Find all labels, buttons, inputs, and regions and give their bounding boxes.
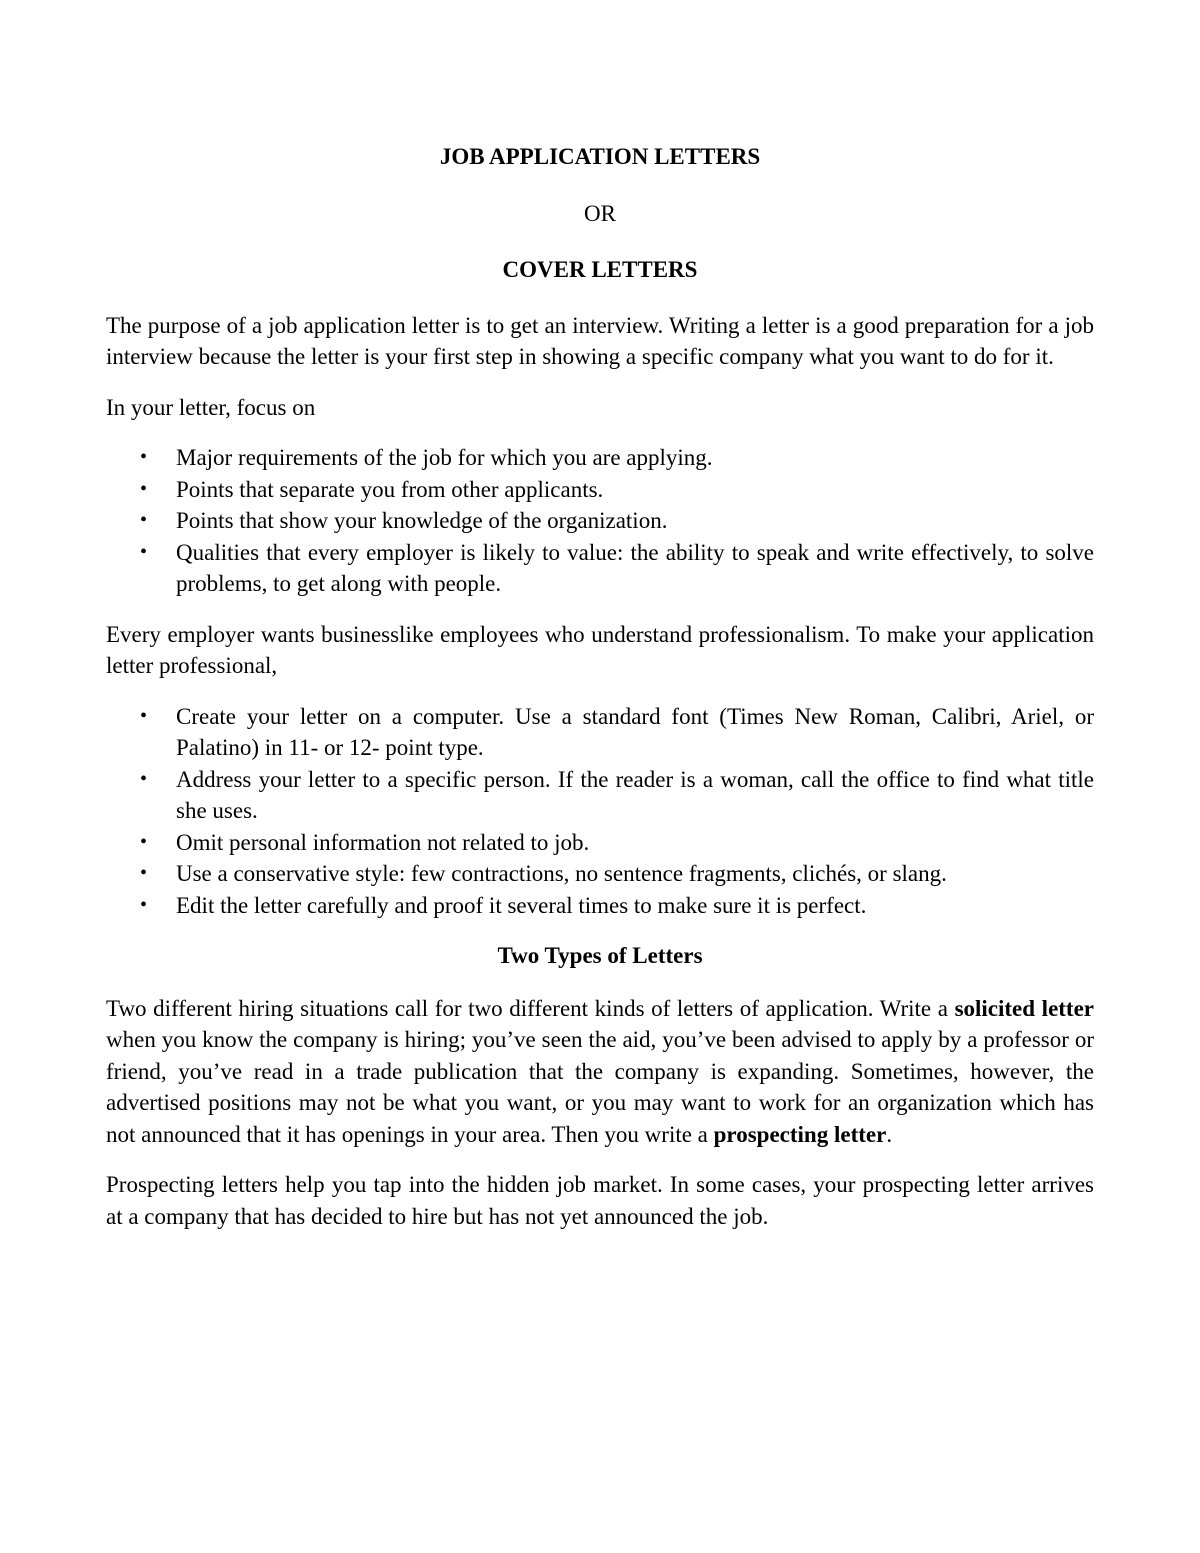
bullet-icon: • (140, 830, 148, 853)
bullet-icon: • (140, 540, 148, 563)
professional-intro: Every employer wants businesslike employees who understand professionalism. To make your application letter professional, (106, 621, 1094, 678)
list-item-text: Use a conservative style: few contractions, no sentence fragments, clichés, or slang. (176, 861, 947, 886)
list-item (106, 858, 1094, 890)
types-text-part3: . (886, 1121, 893, 1147)
list-item-text: Qualities that every employer is likely to value: the ability to speak and write effectively, to solve problems, to get along with people. (176, 539, 1094, 596)
list-item-text: Edit the letter carefully and proof it several times to make sure it is perfect. (176, 892, 867, 918)
prospecting-letter-term: prospecting letter (713, 1121, 887, 1147)
list-item-text: Points that show your knowledge of the organization. (176, 508, 668, 533)
bullet-icon: • (140, 446, 148, 468)
bullet-icon: • (140, 477, 148, 500)
section-heading-types: Two Types of Letters (497, 943, 703, 968)
bullet-icon: • (140, 509, 148, 531)
list-item-text: Create your letter on a computer. Use a standard font (Times New Roman, Calibri, Ariel, or Palatino) in 11- or 12- point type. (176, 703, 1094, 760)
bullet-icon: • (140, 893, 148, 916)
types-paragraph (106, 993, 1094, 1151)
professional-list (106, 701, 1094, 922)
list-item-text: Major requirements of the job for which you are applying. (176, 445, 713, 470)
focus-list (106, 442, 1094, 600)
document-body (106, 141, 1094, 1251)
list-item-text: Omit personal information not related to job. (176, 829, 590, 855)
list-item (106, 701, 1094, 764)
intro-paragraph: The purpose of a job application letter is to get an interview. Writing a letter is a good preparation for a job interview because the letter is your first step in showing a specific company what you want to do for it. (106, 312, 1094, 369)
list-item-text: Points that separate you from other applicants. (176, 476, 604, 502)
list-item-text: Address your letter to a specific person. If the reader is a woman, call the office to find what title she uses. (176, 766, 1094, 823)
types-text-part2: when you know the company is hiring; you’ve seen the aid, you’ve been advised to apply by a professor or friend, you’ve read in a trade publication that the company is expanding. Sometimes, however, the advertised positions may not be what you want, or you may want to work for an organization which has not announced that it has openings in your area. Then you write a (106, 1027, 1094, 1147)
bullet-icon: • (140, 767, 148, 790)
bullet-icon: • (140, 704, 148, 727)
list-item (106, 505, 1094, 537)
list-item (106, 474, 1094, 506)
list-item (106, 442, 1094, 474)
solicited-letter-term: solicited letter (954, 995, 1095, 1021)
prospecting-paragraph: Prospecting letters help you tap into the hidden job market. In some cases, your prospecting letter arrives at a company that has decided to hire but has not yet announced the job. (106, 1172, 1094, 1229)
list-item (106, 827, 1094, 859)
list-item (106, 537, 1094, 600)
types-text-part1: Two different hiring situations call for two different kinds of letters of application. Write a (106, 995, 955, 1021)
bullet-icon: • (140, 862, 148, 884)
title-connector: OR (584, 200, 616, 226)
page-subtitle: COVER LETTERS (502, 257, 698, 282)
focus-intro: In your letter, focus on (106, 394, 316, 420)
list-item (106, 764, 1094, 827)
list-item (106, 890, 1094, 922)
page-title: JOB APPLICATION LETTERS (439, 144, 761, 169)
